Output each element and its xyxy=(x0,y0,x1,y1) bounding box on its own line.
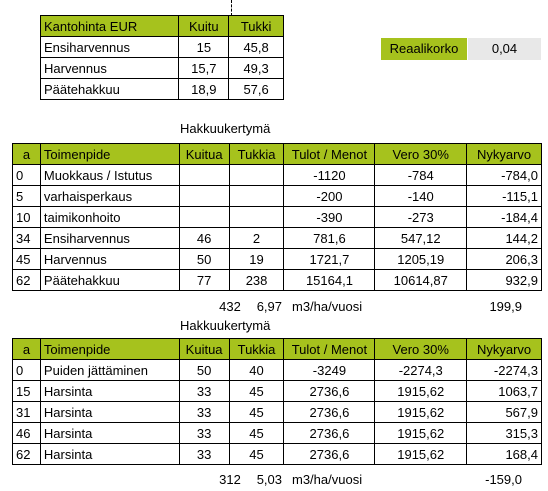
cell-tulot[interactable]: -390 xyxy=(284,207,375,228)
header-vero[interactable]: Vero 30% xyxy=(375,144,467,165)
cell-tulot[interactable]: -200 xyxy=(284,186,375,207)
price-cell[interactable]: Ensiharvennus xyxy=(41,37,179,58)
price-row xyxy=(41,37,284,58)
total-tukkia: 5,03 xyxy=(256,472,282,487)
cell-a[interactable]: 5 xyxy=(13,186,41,207)
cell-tulot[interactable]: 2736,6 xyxy=(284,381,375,402)
cell-tukkia[interactable]: 19 xyxy=(229,249,284,270)
cell-tukkia[interactable] xyxy=(229,207,284,228)
total-kuitua: 432 xyxy=(219,299,241,314)
cell-tulot[interactable]: 2736,6 xyxy=(284,402,375,423)
total-kuitua: 312 xyxy=(219,472,241,487)
cell-kuitua[interactable]: 50 xyxy=(179,360,229,381)
cell-kuitua[interactable]: 46 xyxy=(179,228,229,249)
cell-tukkia[interactable]: 40 xyxy=(229,360,284,381)
cell-a[interactable]: 46 xyxy=(13,423,41,444)
table-row xyxy=(13,360,542,381)
header-toimenpide[interactable]: Toimenpide xyxy=(40,339,179,360)
cell-toimenpide[interactable]: Ensiharvennus xyxy=(40,228,179,249)
cell-nykyarvo[interactable]: -184,4 xyxy=(467,207,542,228)
price-row xyxy=(41,58,284,79)
header-kuitua[interactable]: Kuitua xyxy=(179,339,229,360)
price-cell[interactable]: 57,6 xyxy=(229,79,284,100)
price-header-tukki[interactable]: Tukki xyxy=(229,16,284,37)
cell-tukkia[interactable]: 45 xyxy=(229,402,284,423)
header-tulot[interactable]: Tulot / Menot xyxy=(284,144,375,165)
cell-tulot[interactable]: 781,6 xyxy=(284,228,375,249)
cell-nykyarvo[interactable]: 206,3 xyxy=(467,249,542,270)
total-npv: 199,9 xyxy=(489,299,522,314)
table-row xyxy=(13,165,542,186)
total-tukkia: 6,97 xyxy=(256,299,282,314)
cell-nykyarvo[interactable]: -784,0 xyxy=(467,165,542,186)
cell-tukkia[interactable]: 238 xyxy=(229,270,284,291)
cell-kuitua[interactable] xyxy=(179,165,229,186)
total-unit: m3/ha/vuosi xyxy=(292,299,363,314)
cell-a[interactable]: 0 xyxy=(13,165,41,186)
section1-title: Hakkuukertymä xyxy=(180,121,271,136)
header-kuitua[interactable]: Kuitua xyxy=(179,144,229,165)
price-table xyxy=(40,15,284,100)
cell-kuitua[interactable]: 33 xyxy=(179,423,229,444)
table-row xyxy=(13,402,542,423)
price-table-header xyxy=(41,16,284,37)
cell-toimenpide[interactable]: taimikonhoito xyxy=(40,207,179,228)
cell-kuitua[interactable]: 33 xyxy=(179,402,229,423)
cell-vero[interactable]: 10614,87 xyxy=(375,270,467,291)
cell-kuitua[interactable] xyxy=(179,186,229,207)
price-cell[interactable]: 49,3 xyxy=(229,58,284,79)
section2-title: Hakkuukertymä xyxy=(180,318,271,333)
cell-tukkia[interactable]: 45 xyxy=(229,381,284,402)
total-npv: -159,0 xyxy=(485,472,522,487)
price-cell[interactable]: Päätehakkuu xyxy=(41,79,179,100)
cell-tukkia[interactable]: 45 xyxy=(229,423,284,444)
cell-vero[interactable]: 547,12 xyxy=(375,228,467,249)
cell-toimenpide[interactable]: Päätehakkuu xyxy=(40,270,179,291)
cell-border-dashed xyxy=(231,0,232,16)
cell-vero[interactable]: -2274,3 xyxy=(375,360,467,381)
price-cell[interactable]: 15,7 xyxy=(179,58,229,79)
header-nykyarvo[interactable]: Nykyarvo xyxy=(467,144,542,165)
price-row xyxy=(41,79,284,100)
cell-toimenpide[interactable]: Puiden jättäminen xyxy=(40,360,179,381)
cell-vero[interactable]: 1915,62 xyxy=(375,444,467,465)
cell-vero[interactable]: 1205,19 xyxy=(375,249,467,270)
cell-kuitua[interactable]: 33 xyxy=(179,381,229,402)
cell-kuitua[interactable]: 50 xyxy=(179,249,229,270)
cell-toimenpide[interactable]: Muokkaus / Istutus xyxy=(40,165,179,186)
table-row xyxy=(13,207,542,228)
cell-a[interactable]: 62 xyxy=(13,270,41,291)
cell-tulot[interactable]: -1120 xyxy=(284,165,375,186)
header-tukkia[interactable]: Tukkia xyxy=(229,339,284,360)
cell-kuitua[interactable]: 77 xyxy=(179,270,229,291)
cell-kuitua[interactable]: 33 xyxy=(179,444,229,465)
cell-nykyarvo[interactable]: 567,9 xyxy=(467,402,542,423)
price-cell[interactable]: 15 xyxy=(179,37,229,58)
cell-a[interactable]: 31 xyxy=(13,402,41,423)
header-tulot[interactable]: Tulot / Menot xyxy=(284,339,375,360)
section2-header xyxy=(13,339,542,360)
cell-kuitua[interactable] xyxy=(179,207,229,228)
cell-a[interactable]: 10 xyxy=(13,207,41,228)
cell-a[interactable]: 34 xyxy=(13,228,41,249)
section2-table xyxy=(12,338,542,465)
interest-value[interactable]: 0,04 xyxy=(468,38,541,60)
table-row xyxy=(13,444,542,465)
price-header-label[interactable]: Kantohinta EUR xyxy=(41,16,179,37)
header-a[interactable]: a xyxy=(13,144,41,165)
cell-toimenpide[interactable]: Harsinta xyxy=(40,444,179,465)
cell-tukkia[interactable] xyxy=(229,186,284,207)
cell-toimenpide[interactable]: varhaisperkaus xyxy=(40,186,179,207)
cell-vero[interactable]: -784 xyxy=(375,165,467,186)
cell-tulot[interactable]: 2736,6 xyxy=(284,423,375,444)
interest-label[interactable]: Reaalikorko xyxy=(381,38,467,60)
price-header-kuitu[interactable]: Kuitu xyxy=(179,16,229,37)
cell-a[interactable]: 0 xyxy=(13,360,41,381)
table-row xyxy=(13,186,542,207)
cell-a[interactable]: 45 xyxy=(13,249,41,270)
cell-nykyarvo[interactable]: 315,3 xyxy=(467,423,542,444)
table-row xyxy=(13,228,542,249)
cell-tulot[interactable]: -3249 xyxy=(284,360,375,381)
cell-vero[interactable]: -140 xyxy=(375,186,467,207)
cell-nykyarvo[interactable]: 144,2 xyxy=(467,228,542,249)
cell-tukkia[interactable]: 2 xyxy=(229,228,284,249)
cell-tukkia[interactable] xyxy=(229,165,284,186)
header-nykyarvo[interactable]: Nykyarvo xyxy=(467,339,542,360)
cell-toimenpide[interactable]: Harsinta xyxy=(40,423,179,444)
cell-nykyarvo[interactable]: 168,4 xyxy=(467,444,542,465)
table-row xyxy=(13,270,542,291)
header-toimenpide[interactable]: Toimenpide xyxy=(40,144,179,165)
total-unit: m3/ha/vuosi xyxy=(292,472,363,487)
price-cell[interactable]: 45,8 xyxy=(229,37,284,58)
cell-nykyarvo[interactable]: 932,9 xyxy=(467,270,542,291)
price-cell[interactable]: 18,9 xyxy=(179,79,229,100)
header-tukkia[interactable]: Tukkia xyxy=(229,144,284,165)
cell-nykyarvo[interactable]: 1063,7 xyxy=(467,381,542,402)
cell-tulot[interactable]: 1721,7 xyxy=(284,249,375,270)
cell-vero[interactable]: 1915,62 xyxy=(375,402,467,423)
table-row xyxy=(13,423,542,444)
section1-table xyxy=(12,143,542,291)
cell-nykyarvo[interactable]: -115,1 xyxy=(467,186,542,207)
cell-tulot[interactable]: 15164,1 xyxy=(284,270,375,291)
cell-vero[interactable]: 1915,62 xyxy=(375,423,467,444)
section1-header xyxy=(13,144,542,165)
cell-vero[interactable]: 1915,62 xyxy=(375,381,467,402)
cell-a[interactable]: 62 xyxy=(13,444,41,465)
price-cell[interactable]: Harvennus xyxy=(41,58,179,79)
cell-a[interactable]: 15 xyxy=(13,381,41,402)
header-a[interactable]: a xyxy=(13,339,41,360)
cell-vero[interactable]: -273 xyxy=(375,207,467,228)
table-row xyxy=(13,381,542,402)
header-vero[interactable]: Vero 30% xyxy=(375,339,467,360)
cell-toimenpide[interactable]: Harvennus xyxy=(40,249,179,270)
cell-nykyarvo[interactable]: -2274,3 xyxy=(467,360,542,381)
cell-toimenpide[interactable]: Harsinta xyxy=(40,381,179,402)
cell-tukkia[interactable]: 45 xyxy=(229,444,284,465)
cell-toimenpide[interactable]: Harsinta xyxy=(40,402,179,423)
table-row xyxy=(13,249,542,270)
cell-tulot[interactable]: 2736,6 xyxy=(284,444,375,465)
